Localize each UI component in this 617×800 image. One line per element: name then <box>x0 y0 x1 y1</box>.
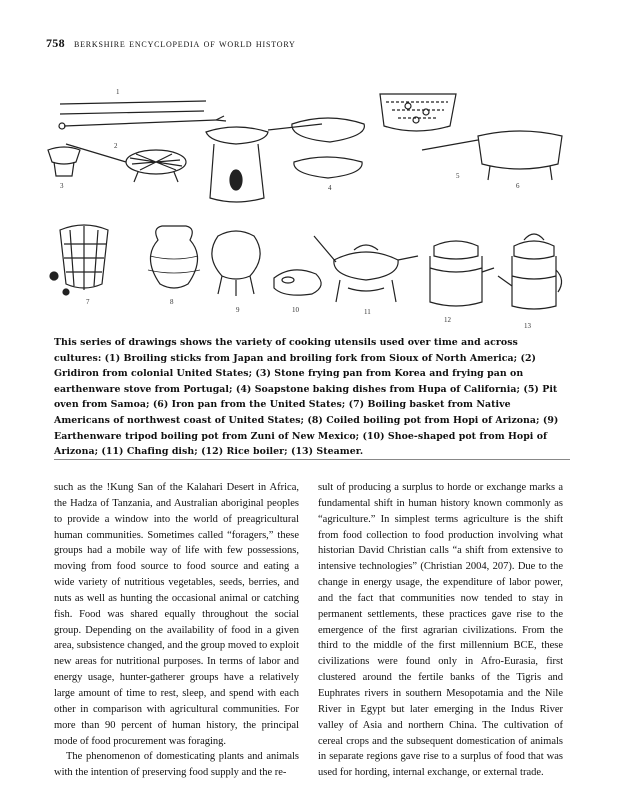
caption-divider <box>54 459 570 460</box>
figure-label: 13 <box>524 322 531 330</box>
figure-label: 11 <box>364 308 371 316</box>
pit-oven-drawing <box>380 94 456 131</box>
broiling-sticks-drawing <box>59 101 226 129</box>
figure-label: 7 <box>86 298 90 306</box>
right-column <box>318 480 563 781</box>
figure-label: 5 <box>456 172 460 180</box>
chafing-dish-drawing <box>314 236 418 302</box>
coiled-pot-drawing <box>148 226 200 288</box>
running-title: berkshire encyclopedia of world history <box>73 38 296 50</box>
utensils-illustration <box>46 80 570 332</box>
figure-label: 12 <box>444 316 451 324</box>
figure-label: 10 <box>292 306 299 314</box>
iron-pan-drawing <box>422 131 562 180</box>
boiling-basket-drawing <box>50 225 108 295</box>
cooking-utensils-figure <box>46 80 570 332</box>
body-paragraph: such as the !Kung San of the Kalahari Desert in Africa, the Hadza of Tanzania, and Australian aboriginal peoples to provide a window into the world of preagricultural human communities. Sometimes called “foragers,” these groups had a mobile way of life with few possessions, moving from food source to food source and eating a wide variety of nutritious vegetables, seeds, berries, and nuts as well as hunting the occasional animal or catching fish. Food was shared equally throughout the social group. Depending on the availability of food in a given area, subsistence changed, and the group moved to exploit new areas for nutritional purposes. In terms of labor and energy usage, hunter-gatherer groups have a relatively large amount of time to rest, sleep, and spend with each other in comparison with agricultural communities. For more than 90 percent of human history, the principal mode of food procurement was foraging. <box>54 482 299 747</box>
left-column <box>54 480 299 781</box>
figure-label: 1 <box>116 88 120 96</box>
figure-caption: This series of drawings shows the variety of cooking utensils used over time and across cultures: (1) Broiling sticks from Japan and broiling fork from Sioux of North America; (2) Gridiron from colonial United States; (3) Stone frying pan from Korea and frying pan on earthenware stove from Portugal; (4) Soapstone baking dishes from Hupa of California; (5) Pit oven from Samoa; (6) Iron pan from the United States; (7) Boiling basket from Native Americans of northwest coast of United States; (8) Coiled boiling pot from Hopi of Arizona; (9) Earthenware tripod boiling pot from Zuni of New Mexico; (10) Shoe-shaped pot from Hopi of Arizona; (11) Chafing dish; (12) Rice boiler; (13) Steamer. <box>54 337 559 458</box>
stone-pan-drawing <box>48 124 322 202</box>
figure-label: 9 <box>236 306 240 314</box>
gridiron-drawing <box>66 144 186 182</box>
figure-label: 2 <box>114 142 118 150</box>
rice-boiler-drawing <box>430 241 494 306</box>
body-paragraph: sult of producing a surplus to horde or exchange marks a fundamental shift in human history known commonly as “agriculture.” In simplest terms agriculture is the shift from food collection to food production involving what historian David Christian calls “a shift from extensive to intensive technologies” (Christian 2004, 207). Due to the change in energy usage, the expenditure of labor power, and the fact that communities now tended to stay in permanent settlements, these practices gave rise to the emergence of the first agrarian civilizations. From the third to the middle of the first millennium BCE, these civilizations were found only in Afro-Eurasia, first clustered around the fertile banks of the Tigris and Euphrates rivers in southern Mesopotamia and the Nile River in Egypt but later emerging in the Indus River valley of Asia and northern China. The cultivation of cereal crops and the subsequent domestication of animals in separate regions gave rise to a surplus of food that was used for hording, internal exchange, or external trade. <box>318 482 563 779</box>
tripod-pot-drawing <box>212 231 260 296</box>
running-header <box>46 36 296 51</box>
page-number: 758 <box>46 36 65 50</box>
figure-label: 6 <box>516 182 520 190</box>
figure-label: 3 <box>60 182 64 190</box>
steamer-drawing <box>498 234 562 309</box>
figure-label: 8 <box>170 298 174 306</box>
shoe-pot-drawing <box>274 270 321 295</box>
baking-dishes-drawing <box>292 118 364 178</box>
figure-label: 4 <box>328 184 332 192</box>
body-paragraph: The phenomenon of domesticating plants and animals with the intention of preserving food supply and the re- <box>54 751 299 779</box>
